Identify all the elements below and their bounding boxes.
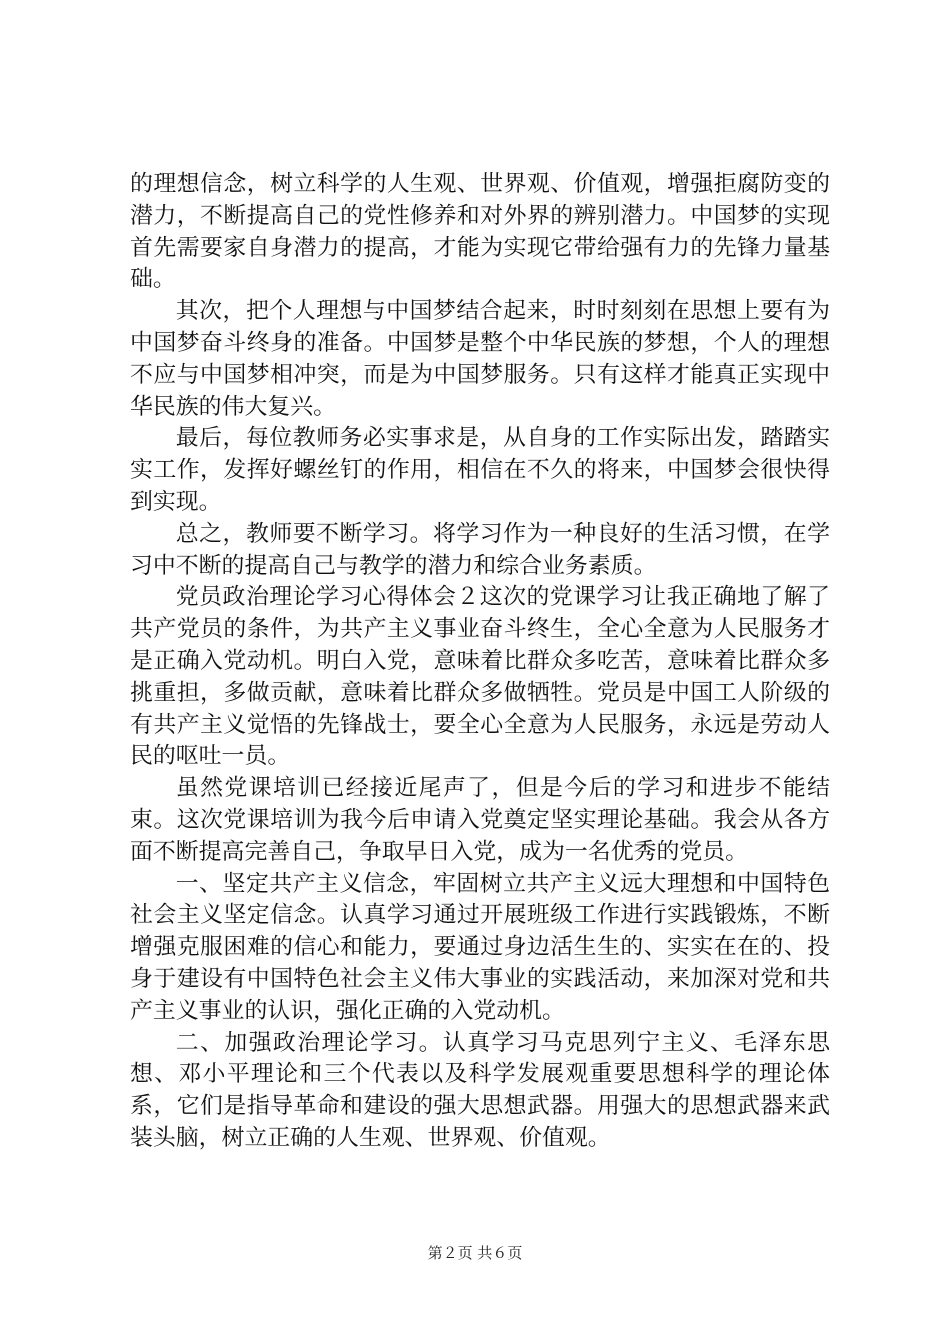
paragraph-6: 虽然党课培训已经接近尾声了，但是今后的学习和进步不能结束。这次党课培训为我今后申请入党奠定坚实理论基础。我会从各方面不断提高完善自己，争取早日入党，成为一名优秀的党员。 bbox=[130, 775, 830, 865]
paragraph-2: 其次，把个人理想与中国梦结合起来，时时刻刻在思想上要有为中国梦奋斗终身的准备。中国梦是整个中华民族的梦想，个人的理想不应与中国梦相冲突，而是为中国梦服务。只有这样才能真正实现中华民族的伟大复兴。 bbox=[130, 298, 830, 420]
paragraph-5: 党员政治理论学习心得体会２这次的党课学习让我正确地了解了共产党员的条件，为共产主义事业奋斗终生，全心全意为人民服务才是正确入党动机。明白入党，意味着比群众多吃苦，意味着比群众多挑重担，多做贡献，意味着比群众多做牺牲。党员是中国工人阶级的有共产主义觉悟的先锋战士，要全心全意为人民服务，永远是劳动人民的呕吐一员。 bbox=[130, 584, 830, 770]
paragraph-7: 一、坚定共产主义信念，牢固树立共产主义远大理想和中国特色社会主义坚定信念。认真学习通过开展班级工作进行实践锻炼，不断增强克服困难的信心和能力，要通过身边活生生的、实实在在的、投身于建设有中国特色社会主义伟大事业的实践活动，来加深对党和共产主义事业的认识，强化正确的入党动机。 bbox=[130, 870, 830, 1024]
page-number-footer: 第２页 共６页 bbox=[427, 1244, 523, 1262]
document-body bbox=[130, 169, 830, 1155]
paragraph-4: 总之，教师要不断学习。将学习作为一种良好的生活习惯，在学习中不断的提高自己与教学的潜力和综合业务素质。 bbox=[130, 520, 830, 579]
paragraph-1: 的理想信念，树立科学的人生观、世界观、价值观，增强拒腐防变的潜力，不断提高自己的党性修养和对外界的辨别潜力。中国梦的实现首先需要家自身潜力的提高，才能为实现它带给强有力的先锋力量基础。 bbox=[130, 171, 830, 293]
paragraph-3: 最后，每位教师务必实事求是，从自身的工作实际出发，踏踏实实工作，发挥好螺丝钉的作用，相信在不久的将来，中国梦会很快得到实现。 bbox=[130, 425, 830, 515]
paragraph-8: 二、加强政治理论学习。认真学习马克思列宁主义、毛泽东思想、邓小平理论和三个代表以及科学发展观重要思想科学的理论体系，它们是指导革命和建设的强大思想武器。用强大的思想武器来武装头脑，树立正确的人生观、世界观、价值观。 bbox=[130, 1029, 830, 1151]
